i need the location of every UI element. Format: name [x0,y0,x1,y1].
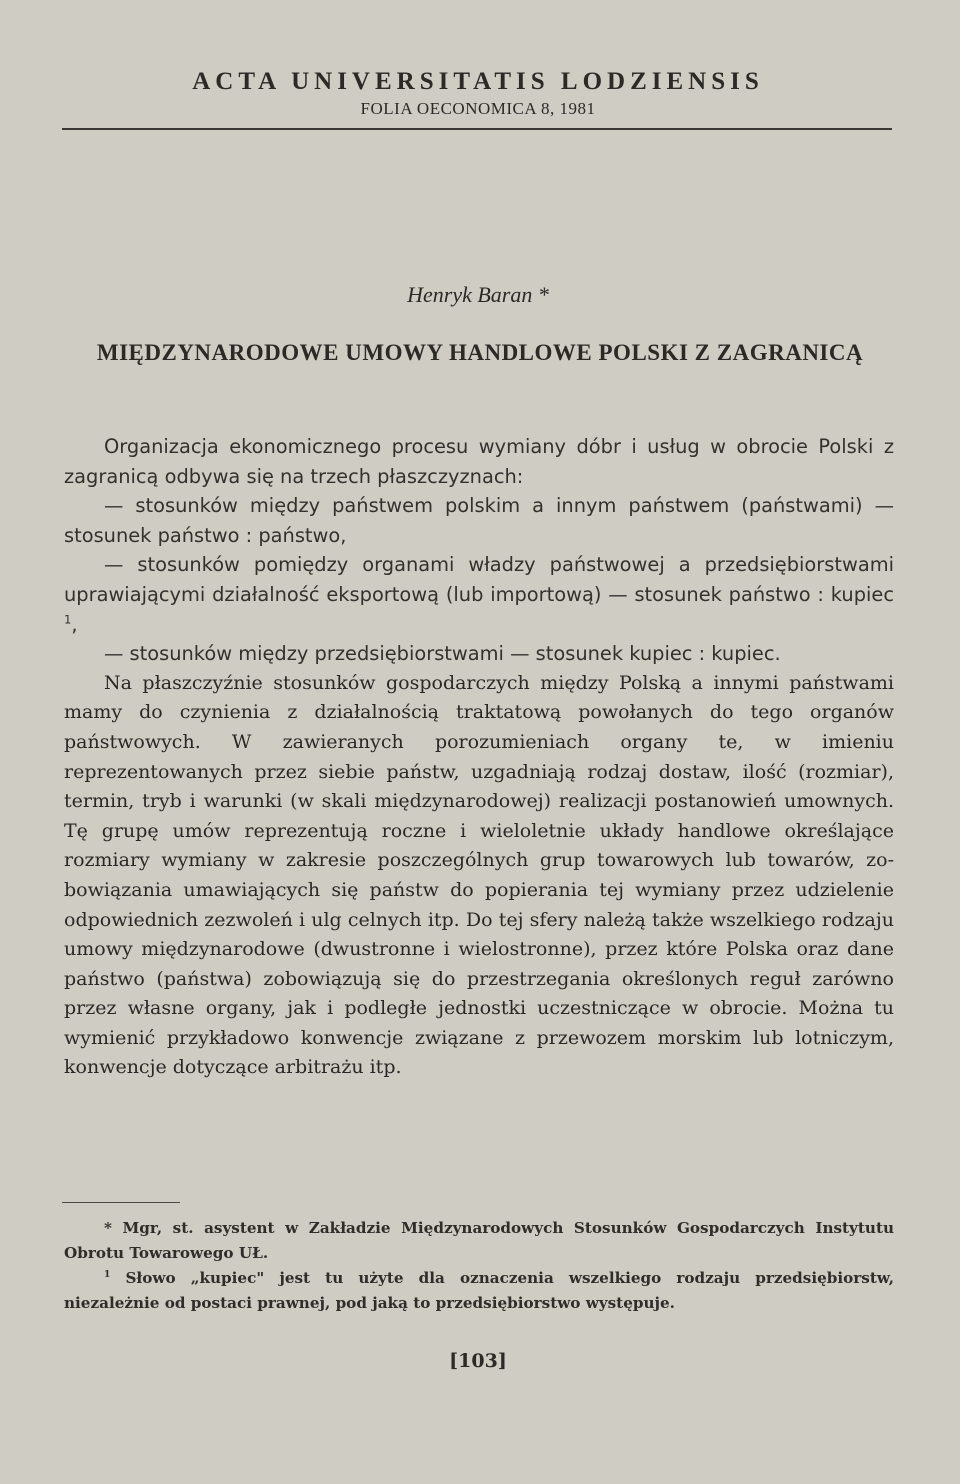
footnotes [64,1216,894,1316]
paragraph: Na płaszczyźnie stosunków gospodarczych między Polską a innymi państwami mamy do czynienia z działalnością traktatową powołanych do tego organów państwowych. W zawieranych porozumieniach organy te, w imieniu reprezentowanych przez siebie państw, uzgadniają rodzaj dostaw, ilość (rozmiar), termin, tryb i warunki (w skali międzynarodowej) realizacji postanowień umownych. Tę grupę umów reprezentują roczne i wieloletnie układy handlowe określające rozmiary wymiany w zakresie poszczególnych grup towarowych lub towarów, zobowiązania umawiających się państw do popierania tej wymiany przez udzielenie odpowiednich zezwoleń i ulg celnych itp. Do tej sfery należą także wszelkiego rodzaju umowy międzynarodowe (dwustronne i wielostronne), przez które Polska oraz dane państwo (państwa) zobowiązują się do przestrzegania określonych reguł zarówno przez własne organy, jak i podległe jednostki uczestniczące w obrocie. Można tu wymienić przykładowo konwencje związane z przewozem morskim lub lotniczym, konwencje dotyczące arbitrażu itp. [64,671,894,1079]
paragraph-text: , [71,612,78,636]
paragraph: — stosunków między przedsiębiorstwami — stosunek kupiec : kupiec. [104,642,781,666]
article-body [64,432,894,1083]
paragraph: — stosunków między państwem polskim a innym państwem (państwami) — stosunek państwo : państwo, [64,494,894,547]
journal-title: ACTA UNIVERSITATIS LODZIENSIS [192,68,764,95]
footnote: * Mgr, st. asystent w Zakładzie Międzynarodowych Stosunków Gospodarczych Instytutu Obrotu Towarowego UŁ. [64,1219,894,1262]
footnote [64,1266,894,1316]
paragraph: Organizacja ekonomicznego procesu wymiany dóbr i usług w obrocie Polski z zagranicą odbywa się na trzech płaszczyznach: [64,435,894,488]
page-number: [103] [449,1350,507,1372]
footnote-rule [62,1202,180,1203]
paragraph-text: — stosunków pomiędzy organami władzy państwowej a przedsiębiorstwami uprawiającymi działalność eksportową (lub importową) — stosunek państwo : kupiec [64,553,894,606]
header-rule [62,128,892,130]
journal-series: FOLIA OECONOMICA 8, 1981 [360,99,596,118]
author-name: Henryk Baran * [407,282,549,307]
footnote-text: Słowo „kupiec" jest tu użyte dla oznaczenia wszelkiego rodzaju przedsiębiorstw, niezależnie od postaci prawnej, pod jaką to przedsiębiorstwo występuje. [64,1269,894,1312]
footnote-ref: 1 [64,612,72,627]
article-title: MIĘDZYNARODOWE UMOWY HANDLOWE POLSKI Z ZAGRANICĄ [96,340,864,365]
footnote-marker: 1 [104,1268,111,1280]
paragraph [64,550,894,639]
